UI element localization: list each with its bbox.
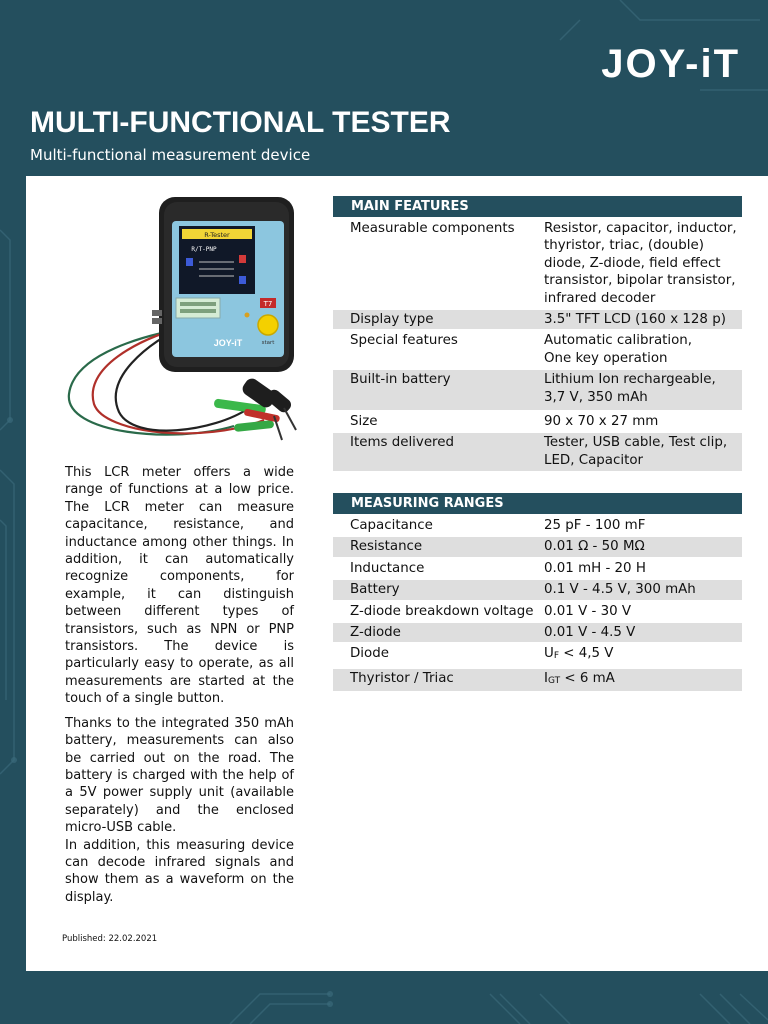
measuring-ranges-heading: MEASURING RANGES	[333, 493, 742, 514]
product-description	[65, 464, 294, 913]
tester-product-image	[64, 194, 326, 462]
feature-value: 90 x 70 x 27 mm	[544, 414, 659, 430]
description-paragraph: This LCR meter offers a wide range of functions at a low price. The LCR meter can measure capacitance, resistance, and inductance among other things. In addition, it can automatically recognize components, for example, it can distinguish between different types of transistors, such as NPN or PNP transistors. The device is particularly easy to operate, as all measurements are started at the touch of a single button.	[65, 465, 294, 707]
table-row	[333, 412, 742, 431]
range-value: 0.1 V - 4.5 V, 300 mAh	[540, 580, 742, 599]
table-row	[333, 331, 742, 368]
table-row	[333, 370, 742, 410]
device-badge: T7	[263, 300, 273, 308]
range-value: 0.01 V - 4.5 V	[540, 623, 742, 642]
range-value	[540, 669, 742, 691]
feature-value: Automatic calibration, One key operation	[544, 333, 693, 366]
range-key: Inductance	[350, 560, 425, 576]
feature-value: 3.5" TFT LCD (160 x 128 p)	[540, 310, 742, 329]
brand-logo: JOY-iT	[601, 42, 740, 86]
page-title: MULTI-FUNCTIONAL TESTER	[30, 106, 451, 139]
table-row	[333, 310, 742, 329]
feature-value: Resistor, capacitor, inductor, thyristor, triac, (double) diode, Z-diode, field effect transistor, bipolar transistor, infrared decoder	[544, 221, 737, 306]
feature-key: Built-in battery	[333, 370, 540, 410]
range-value-symbol: I	[544, 670, 548, 686]
range-key: Capacitance	[350, 518, 433, 533]
description-paragraph: Thanks to the integrated 350 mAh battery, measurements can also be carried out on the road. The battery is charged with the help of a 5V power supply unit (available separately) and the enclosed micro-USB cable.	[65, 715, 294, 836]
table-row	[333, 644, 742, 666]
range-key: Battery	[333, 580, 540, 599]
feature-value: Tester, USB cable, Test clip, LED, Capacitor	[540, 433, 742, 471]
range-value: 0.01 V - 30 V	[544, 603, 632, 619]
range-value-subscript: F	[553, 651, 559, 662]
table-row	[333, 559, 742, 578]
range-value-subscript: GT	[547, 675, 561, 686]
feature-key: Measurable components	[350, 221, 515, 236]
feature-key: Special features	[350, 333, 458, 349]
feature-key: Size	[350, 414, 378, 430]
table-row	[333, 669, 742, 691]
device-start-label: start	[261, 340, 275, 346]
range-key: Z-diode breakdown voltage	[350, 603, 534, 619]
range-key: Z-diode	[333, 623, 540, 642]
feature-key: Items delivered	[333, 433, 540, 471]
feature-key: Display type	[333, 310, 540, 329]
range-key: Diode	[350, 646, 389, 662]
table-row	[333, 433, 742, 471]
published-date: Published: 22.02.2021	[62, 934, 158, 944]
page-subtitle: Multi-functional measurement device	[30, 146, 311, 164]
content-panel	[26, 176, 768, 971]
range-key: Resistance	[333, 537, 540, 556]
table-row	[333, 623, 742, 642]
device-brand-mark: JOY-iT	[213, 338, 243, 348]
screen-text-line2: R/T-PNP	[191, 246, 217, 253]
range-value-rest: < 4,5 V	[559, 646, 614, 662]
range-key: Thyristor / Triac	[333, 669, 540, 691]
table-row	[333, 516, 742, 535]
table-row	[333, 219, 742, 308]
main-features-heading: MAIN FEATURES	[333, 196, 742, 217]
screen-text-line1: R-Tester	[204, 231, 230, 239]
description-paragraph: In addition, this measuring device can decode infrared signals and show them as a waveform on the display.	[65, 837, 294, 905]
table-row	[333, 602, 742, 621]
table-row	[333, 580, 742, 599]
feature-value: Lithium Ion rechargeable, 3,7 V, 350 mAh	[540, 370, 742, 410]
measuring-ranges-table	[333, 491, 742, 693]
range-value	[540, 644, 742, 666]
range-value: 25 pF - 100 mF	[544, 518, 646, 533]
table-row	[333, 537, 742, 556]
range-value: 0.01 mH - 20 H	[544, 560, 646, 576]
main-features-table	[333, 194, 742, 473]
range-value-symbol: U	[544, 646, 554, 662]
range-value: 0.01 Ω - 50 MΩ	[540, 537, 742, 556]
range-value-rest: < 6 mA	[560, 670, 615, 686]
